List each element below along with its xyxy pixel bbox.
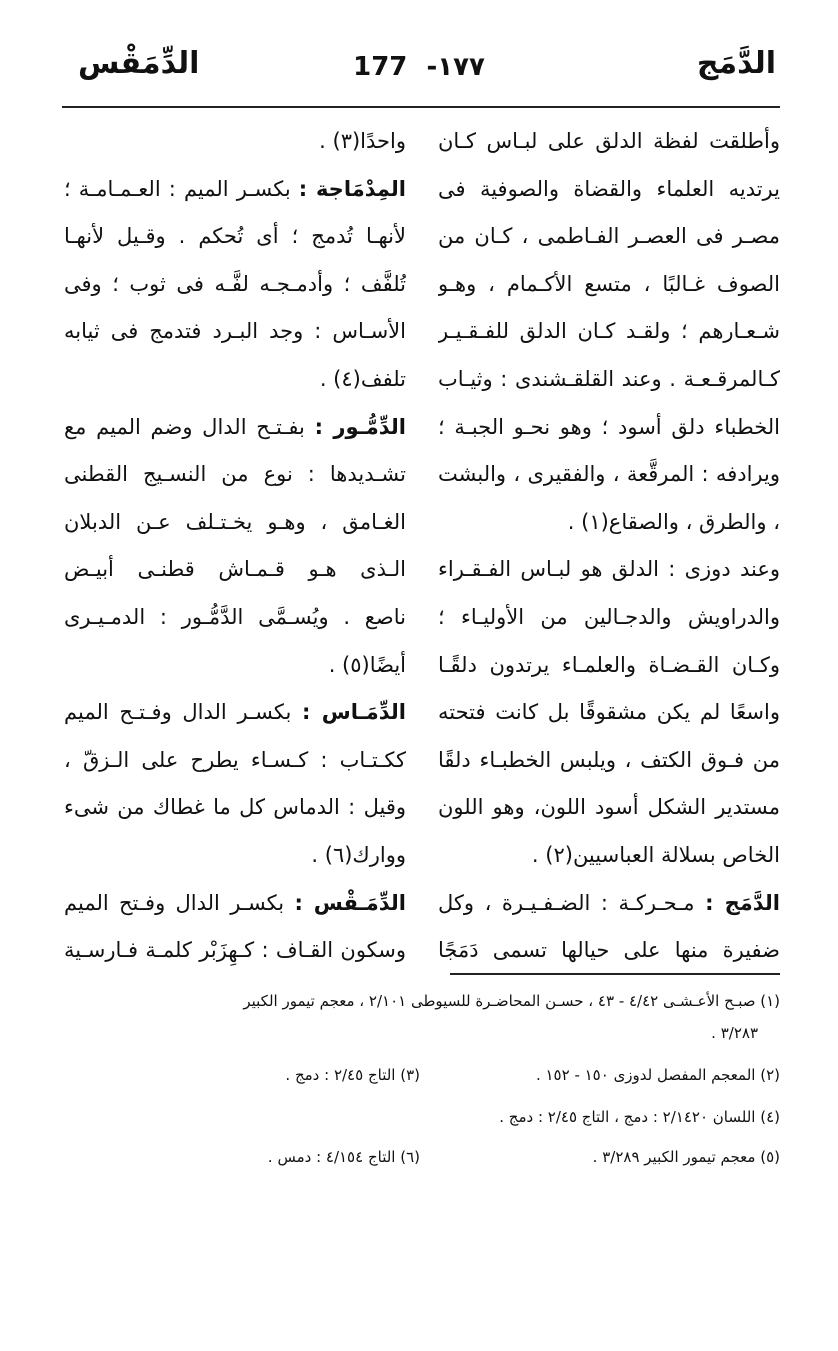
line-text: وكـان القـضـاة والعلمـاء يرتدون دلقًـا xyxy=(438,652,780,677)
text-line xyxy=(64,689,406,737)
right-column xyxy=(438,118,780,975)
text-line xyxy=(438,832,780,880)
line-text: وسكون القـاف : كـهِزَبْر كلمـة فـارسـية xyxy=(64,938,406,963)
text-line xyxy=(64,118,406,166)
page-header xyxy=(0,44,838,104)
text-line xyxy=(438,594,780,642)
line-text: أيضًا(٥) . xyxy=(328,652,406,677)
line-text: ككـتـاب : كـسـاء يطرح على الـزقّ ، xyxy=(64,747,406,772)
line-text: تشـديدها : نوع من النسـيج القطنى xyxy=(64,462,406,487)
text-line xyxy=(438,356,780,404)
text-line xyxy=(64,404,406,452)
line-text: الصوف غـالبًا ، متسع الأكـمام ، وهـو xyxy=(438,271,780,296)
text-line xyxy=(64,594,406,642)
line-text: تُلفَّف ؛ وأدمـجـه لفَّـه فى ثوب ؛ وفى xyxy=(64,271,406,296)
text-line xyxy=(64,213,406,261)
text-line xyxy=(64,166,406,214)
text-line xyxy=(438,213,780,261)
line-text: ويرادفه : المرقَّعة ، والفقيرى ، والبشت xyxy=(438,462,780,487)
line-text: مصـر فى العصـر الفـاطمى ، كـان من xyxy=(438,224,780,249)
line-text: الغـامق ، وهـو يخـتـلف عـن الدبلان xyxy=(64,509,406,534)
text-line xyxy=(64,451,406,499)
text-line xyxy=(64,832,406,880)
line-text: بفـتـح الدال وضم الميم مع xyxy=(64,414,315,439)
line-text: وعند دوزى : الدلق هو لبـاس الفـقـراء xyxy=(438,557,780,582)
text-line xyxy=(438,880,780,928)
line-text: من فـوق الكتف ، ويلبس الخطبـاء دلقًا xyxy=(438,747,780,772)
line-text: واحدًا(٣) . xyxy=(319,129,406,153)
line-text: ناصع . ويُسـمَّى الدَّمُّـور : الدمـيـرى xyxy=(64,604,406,629)
text-line xyxy=(438,737,780,785)
line-text: الأسـاس : وجد البـرد فتدمج فى ثيابه xyxy=(64,319,406,344)
footnote-2: (٢) المعجم المفصل لدوزى ١٥٠ - ١٥٢ . xyxy=(535,1066,780,1084)
entry-headword: الدِّمُّـور : xyxy=(314,414,406,439)
line-text: شـعـارهم ؛ ولقـد كـان الدلق للفـقـيـر xyxy=(438,319,780,344)
text-line xyxy=(438,166,780,214)
text-line xyxy=(64,927,406,975)
text-line xyxy=(64,546,406,594)
line-text: وأطلقت لفظة الدلق على لبـاس كـان xyxy=(438,129,780,153)
footnote-3: (٣) التاج ٢/٤٥ : دمج . xyxy=(285,1066,420,1084)
text-line xyxy=(438,689,780,737)
text-line xyxy=(438,261,780,309)
text-line xyxy=(438,642,780,690)
line-text: كـالمرقـعـة . وعند القلقـشندى : وثيـاب xyxy=(438,366,780,391)
line-text: بكسـر الدال وفـتـح الميم xyxy=(64,700,303,725)
page-number-arabic: -١٧٧ xyxy=(426,52,485,82)
line-text: ، والطرق ، والصقاع(١) . xyxy=(567,509,780,534)
text-line xyxy=(438,546,780,594)
line-text: ضفيرة منها على حيالها تسمى دَمَجًا xyxy=(438,938,780,963)
line-text: مستدير الشكل أسود اللون، وهو اللون xyxy=(438,795,780,820)
line-text: يرتديه العلماء والقضاة والصوفية فى xyxy=(438,176,780,201)
page-number-latin: 177 xyxy=(353,52,408,82)
line-text: بكسـر الميم : العـمـامـة ؛ xyxy=(64,176,299,201)
text-line xyxy=(438,927,780,975)
entry-headword: الدِّمَـقْس : xyxy=(294,890,406,915)
text-line xyxy=(64,356,406,404)
left-column xyxy=(64,118,406,975)
entry-headword: الدَّمَج : xyxy=(705,890,780,915)
text-line xyxy=(438,451,780,499)
text-line xyxy=(438,784,780,832)
line-text: واسعًا لم يكن مشقوقًا بل كانت فتحته xyxy=(438,700,780,725)
entry-headword: الدِّمَـاس : xyxy=(302,700,406,725)
footnote-row-4 xyxy=(60,1148,780,1172)
line-text: الخاص بسلالة العباسيين(٢) . xyxy=(531,842,780,867)
text-line xyxy=(64,499,406,547)
text-line xyxy=(64,737,406,785)
footnote-6: (٦) التاج ٤/١٥٤ : دمس . xyxy=(267,1148,420,1166)
text-line xyxy=(64,880,406,928)
line-text: الـذى هـو قـمـاش قطنـى أبيـض xyxy=(64,557,406,582)
footnote-5: (٥) معجم تيمور الكبير ٣/٢٨٩ . xyxy=(592,1148,780,1166)
footnote-1-line-1: (١) صبـح الأعـشـى ٤/٤٢ - ٤٣ ، حسـن المحاضـرة للسيوطى ٢/١٠١ ، معجم تيمور الكبير xyxy=(243,992,780,1010)
running-head-left: الدِّمَقْس xyxy=(78,46,200,81)
text-line xyxy=(64,308,406,356)
line-text: تلفف(٤) . xyxy=(319,366,406,391)
header-rule xyxy=(62,106,780,108)
text-line xyxy=(438,308,780,356)
text-line xyxy=(64,784,406,832)
line-text: لأنهـا تُدمج ؛ أى تُحكم . وقـيل لأنهـا xyxy=(64,224,406,249)
line-text: الخطباء دلق أسود ؛ وهو نحـو الجبـة ؛ xyxy=(438,414,780,439)
line-text: ووارك(٦) . xyxy=(311,842,406,867)
line-text: بكسـر الدال وفـتح الميم xyxy=(64,890,295,915)
line-text: مـحـركـة : الضـفـيـرة ، وكل xyxy=(438,890,706,915)
line-text: وقيل : الدماس كل ما غطاك من شىء xyxy=(64,795,406,820)
entry-headword: المِدْمَاجة : xyxy=(298,176,406,201)
footnote-4: (٤) اللسان ٢/١٤٢٠ : دمج ، التاج ٢/٤٥ : دمج . xyxy=(499,1108,780,1126)
text-line xyxy=(438,404,780,452)
running-head-right: الدَّمَج xyxy=(696,46,776,81)
line-text: والدراويش والدجـالين من الأوليـاء ؛ xyxy=(438,604,780,629)
text-line xyxy=(438,118,780,166)
text-line xyxy=(64,261,406,309)
text-line xyxy=(64,642,406,690)
text-line xyxy=(438,499,780,547)
footnote-rule xyxy=(450,973,780,975)
footnote-1-line-2: ٣/٢٨٣ . xyxy=(711,1024,758,1042)
footnote-row-2 xyxy=(60,1066,780,1090)
